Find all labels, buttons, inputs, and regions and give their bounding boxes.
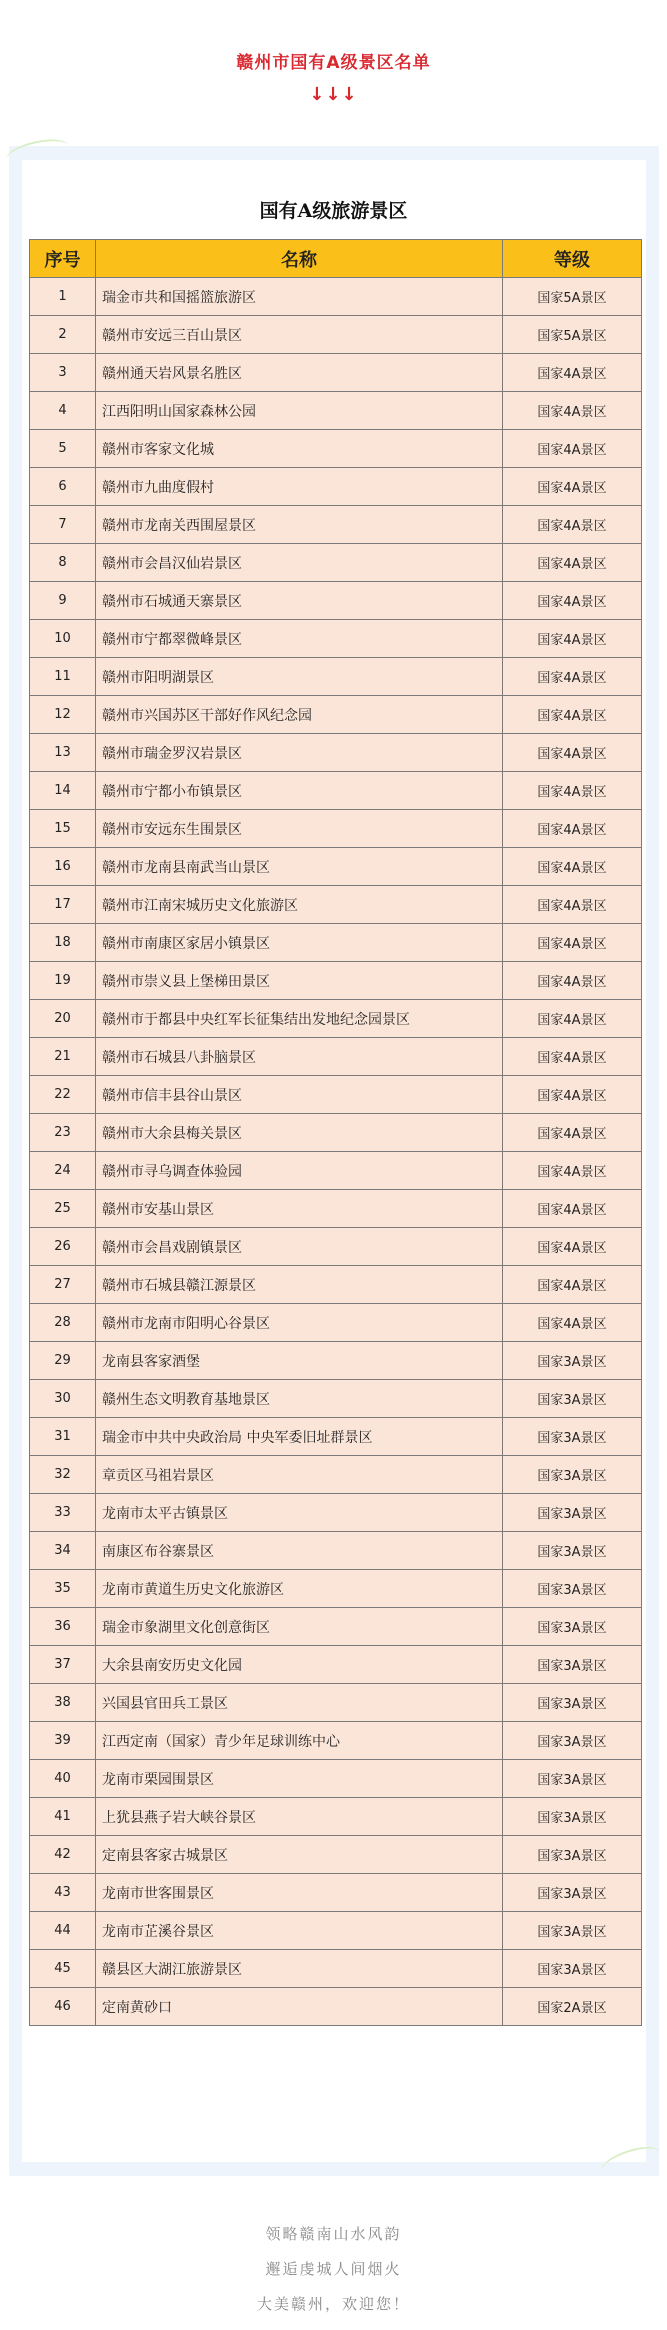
row-number: 17 [30, 886, 96, 924]
scenic-area-level: 国家3A景区 [503, 1950, 642, 1988]
row-number: 19 [30, 962, 96, 1000]
table-row [30, 1760, 642, 1798]
row-number: 2 [30, 316, 96, 354]
scenic-area-name: 赣州市信丰县谷山景区 [96, 1076, 503, 1114]
row-number: 29 [30, 1342, 96, 1380]
scenic-area-name: 赣州生态文明教育基地景区 [96, 1380, 503, 1418]
row-number: 10 [30, 620, 96, 658]
scenic-area-name: 赣州市石城县赣江源景区 [96, 1266, 503, 1304]
scenic-area-level: 国家4A景区 [503, 734, 642, 772]
scenic-area-table-container [29, 239, 641, 2026]
sheet-title: 国有A级旅游景区 [259, 200, 408, 222]
scenic-area-name: 兴国县官田兵工景区 [96, 1684, 503, 1722]
scenic-area-name: 赣州市大余县梅关景区 [96, 1114, 503, 1152]
scenic-area-level: 国家3A景区 [503, 1456, 642, 1494]
scenic-area-level: 国家4A景区 [503, 1038, 642, 1076]
table-row [30, 1266, 642, 1304]
scenic-area-level: 国家4A景区 [503, 468, 642, 506]
row-number: 28 [30, 1304, 96, 1342]
scenic-area-name: 赣州市阳明湖景区 [96, 658, 503, 696]
row-number: 38 [30, 1684, 96, 1722]
scenic-area-level: 国家4A景区 [503, 1266, 642, 1304]
scenic-area-level: 国家3A景区 [503, 1722, 642, 1760]
table-row [30, 430, 642, 468]
table-row [30, 1950, 642, 1988]
table-row [30, 962, 642, 1000]
table-row [30, 734, 642, 772]
scenic-area-name: 赣州市安远三百山景区 [96, 316, 503, 354]
scenic-area-level: 国家3A景区 [503, 1836, 642, 1874]
scenic-area-name: 赣州市宁都翠微峰景区 [96, 620, 503, 658]
scenic-area-table [29, 239, 642, 2026]
scenic-area-name: 赣州市龙南关西围屋景区 [96, 506, 503, 544]
row-number: 24 [30, 1152, 96, 1190]
scenic-area-level: 国家4A景区 [503, 582, 642, 620]
row-number: 18 [30, 924, 96, 962]
table-row [30, 1380, 642, 1418]
row-number: 36 [30, 1608, 96, 1646]
row-number: 46 [30, 1988, 96, 2026]
scenic-area-level: 国家2A景区 [503, 1988, 642, 2026]
scenic-area-level: 国家4A景区 [503, 962, 642, 1000]
table-row [30, 1532, 642, 1570]
table-header-row [30, 240, 642, 278]
scenic-area-level: 国家4A景区 [503, 1228, 642, 1266]
row-number: 7 [30, 506, 96, 544]
scenic-area-level: 国家4A景区 [503, 848, 642, 886]
table-row [30, 354, 642, 392]
scenic-area-level: 国家4A景区 [503, 1152, 642, 1190]
table-row [30, 810, 642, 848]
table-row [30, 1190, 642, 1228]
scenic-area-level: 国家3A景区 [503, 1912, 642, 1950]
table-row [30, 1570, 642, 1608]
scenic-area-name: 赣州市兴国苏区干部好作风纪念园 [96, 696, 503, 734]
scenic-area-level: 国家4A景区 [503, 1304, 642, 1342]
scenic-area-name: 瑞金市象湖里文化创意街区 [96, 1608, 503, 1646]
row-number: 16 [30, 848, 96, 886]
table-row [30, 1342, 642, 1380]
row-number: 25 [30, 1190, 96, 1228]
scenic-area-level: 国家4A景区 [503, 1190, 642, 1228]
row-number: 3 [30, 354, 96, 392]
table-row [30, 582, 642, 620]
scenic-area-name: 瑞金市中共中央政治局 中央军委旧址群景区 [96, 1418, 503, 1456]
scenic-area-name: 赣州市瑞金罗汉岩景区 [96, 734, 503, 772]
scenic-area-name: 龙南县客家酒堡 [96, 1342, 503, 1380]
table-row [30, 696, 642, 734]
row-number: 6 [30, 468, 96, 506]
table-row [30, 1114, 642, 1152]
scenic-area-level: 国家3A景区 [503, 1646, 642, 1684]
scenic-area-level: 国家3A景区 [503, 1874, 642, 1912]
table-row [30, 1988, 642, 2026]
table-row [30, 544, 642, 582]
row-number: 13 [30, 734, 96, 772]
row-number: 31 [30, 1418, 96, 1456]
table-row [30, 1000, 642, 1038]
row-number: 26 [30, 1228, 96, 1266]
scenic-area-level: 国家3A景区 [503, 1608, 642, 1646]
table-row [30, 886, 642, 924]
scenic-area-name: 赣州市于都县中央红军长征集结出发地纪念园景区 [96, 1000, 503, 1038]
row-number: 27 [30, 1266, 96, 1304]
scenic-area-name: 赣州市龙南市阳明心谷景区 [96, 1304, 503, 1342]
row-number: 23 [30, 1114, 96, 1152]
table-row [30, 772, 642, 810]
article-title: 赣州市国有A级景区名单 [236, 53, 431, 73]
row-number: 39 [30, 1722, 96, 1760]
footer-slogan-line: 邂逅虔城人间烟火 [265, 2260, 402, 2278]
row-number: 21 [30, 1038, 96, 1076]
row-number: 34 [30, 1532, 96, 1570]
row-number: 40 [30, 1760, 96, 1798]
scenic-area-name: 赣州市石城县八卦脑景区 [96, 1038, 503, 1076]
scenic-area-level: 国家3A景区 [503, 1532, 642, 1570]
scenic-area-name: 龙南市芷溪谷景区 [96, 1912, 503, 1950]
scenic-area-name: 赣县区大湖江旅游景区 [96, 1950, 503, 1988]
scenic-area-level: 国家3A景区 [503, 1760, 642, 1798]
row-number: 42 [30, 1836, 96, 1874]
table-row [30, 1798, 642, 1836]
row-number: 5 [30, 430, 96, 468]
scenic-area-name: 江西定南（国家）青少年足球训练中心 [96, 1722, 503, 1760]
table-row [30, 1456, 642, 1494]
table-row [30, 1418, 642, 1456]
scenic-area-level: 国家4A景区 [503, 1076, 642, 1114]
table-row [30, 392, 642, 430]
table-row [30, 468, 642, 506]
scenic-area-name: 定南县客家古城景区 [96, 1836, 503, 1874]
table-row [30, 1076, 642, 1114]
row-number: 35 [30, 1570, 96, 1608]
scenic-area-name: 赣州市会昌汉仙岩景区 [96, 544, 503, 582]
scenic-area-name: 定南黄砂口 [96, 1988, 503, 2026]
scenic-area-name: 龙南市太平古镇景区 [96, 1494, 503, 1532]
row-number: 44 [30, 1912, 96, 1950]
scenic-area-level: 国家4A景区 [503, 354, 642, 392]
scenic-area-level: 国家3A景区 [503, 1570, 642, 1608]
table-row [30, 924, 642, 962]
scenic-area-level: 国家4A景区 [503, 620, 642, 658]
scenic-area-level: 国家3A景区 [503, 1798, 642, 1836]
scenic-area-name: 赣州市客家文化城 [96, 430, 503, 468]
table-row [30, 1152, 642, 1190]
scenic-area-name: 上犹县燕子岩大峡谷景区 [96, 1798, 503, 1836]
row-number: 11 [30, 658, 96, 696]
down-arrows-icon: ↓↓↓ [309, 84, 358, 105]
table-row [30, 620, 642, 658]
table-row [30, 1912, 642, 1950]
scenic-area-name: 赣州市南康区家居小镇景区 [96, 924, 503, 962]
row-number: 9 [30, 582, 96, 620]
table-row [30, 658, 642, 696]
scenic-area-name: 龙南市世客围景区 [96, 1874, 503, 1912]
row-number: 22 [30, 1076, 96, 1114]
row-number: 45 [30, 1950, 96, 1988]
row-number: 33 [30, 1494, 96, 1532]
table-row [30, 1684, 642, 1722]
scenic-area-name: 赣州市九曲度假村 [96, 468, 503, 506]
table-row [30, 278, 642, 316]
table-row [30, 1038, 642, 1076]
table-row [30, 1836, 642, 1874]
column-header-name: 名称 [96, 240, 503, 278]
row-number: 14 [30, 772, 96, 810]
row-number: 43 [30, 1874, 96, 1912]
table-row [30, 1646, 642, 1684]
scenic-area-name: 赣州市江南宋城历史文化旅游区 [96, 886, 503, 924]
row-number: 32 [30, 1456, 96, 1494]
scenic-area-level: 国家4A景区 [503, 696, 642, 734]
row-number: 30 [30, 1380, 96, 1418]
row-number: 20 [30, 1000, 96, 1038]
table-row [30, 506, 642, 544]
scenic-area-level: 国家4A景区 [503, 544, 642, 582]
footer-slogan-line: 大美赣州，欢迎您！ [256, 2295, 410, 2313]
scenic-area-level: 国家3A景区 [503, 1380, 642, 1418]
scenic-area-level: 国家4A景区 [503, 506, 642, 544]
row-number: 1 [30, 278, 96, 316]
table-row [30, 1494, 642, 1532]
scenic-area-level: 国家4A景区 [503, 886, 642, 924]
table-row [30, 316, 642, 354]
scenic-area-name: 南康区布谷寨景区 [96, 1532, 503, 1570]
scenic-area-name: 赣州市宁都小布镇景区 [96, 772, 503, 810]
scenic-area-level: 国家5A景区 [503, 278, 642, 316]
scenic-area-level: 国家4A景区 [503, 772, 642, 810]
row-number: 4 [30, 392, 96, 430]
row-number: 41 [30, 1798, 96, 1836]
scenic-area-name: 龙南市黄道生历史文化旅游区 [96, 1570, 503, 1608]
scenic-area-name: 章贡区马祖岩景区 [96, 1456, 503, 1494]
scenic-area-name: 赣州市会昌戏剧镇景区 [96, 1228, 503, 1266]
scenic-area-level: 国家4A景区 [503, 430, 642, 468]
scenic-area-name: 大余县南安历史文化园 [96, 1646, 503, 1684]
row-number: 15 [30, 810, 96, 848]
scenic-area-name: 赣州市安远东生围景区 [96, 810, 503, 848]
scenic-area-level: 国家3A景区 [503, 1342, 642, 1380]
table-row [30, 848, 642, 886]
table-row [30, 1228, 642, 1266]
scenic-area-level: 国家3A景区 [503, 1684, 642, 1722]
scenic-area-name: 龙南市栗园围景区 [96, 1760, 503, 1798]
scenic-area-level: 国家5A景区 [503, 316, 642, 354]
row-number: 37 [30, 1646, 96, 1684]
scenic-area-level: 国家4A景区 [503, 658, 642, 696]
scenic-area-name: 赣州通天岩风景名胜区 [96, 354, 503, 392]
row-number: 8 [30, 544, 96, 582]
table-row [30, 1722, 642, 1760]
scenic-area-level: 国家4A景区 [503, 392, 642, 430]
scenic-area-level: 国家4A景区 [503, 1114, 642, 1152]
scenic-area-name: 瑞金市共和国摇篮旅游区 [96, 278, 503, 316]
scenic-area-level: 国家3A景区 [503, 1418, 642, 1456]
scenic-area-level: 国家4A景区 [503, 924, 642, 962]
column-header-number: 序号 [30, 240, 96, 278]
scenic-area-name: 赣州市崇义县上堡梯田景区 [96, 962, 503, 1000]
scenic-area-level: 国家3A景区 [503, 1494, 642, 1532]
scenic-area-name: 赣州市龙南县南武当山景区 [96, 848, 503, 886]
table-row [30, 1608, 642, 1646]
table-row [30, 1304, 642, 1342]
column-header-level: 等级 [503, 240, 642, 278]
scenic-area-name: 赣州市安基山景区 [96, 1190, 503, 1228]
scenic-area-name: 赣州市石城通天寨景区 [96, 582, 503, 620]
row-number: 12 [30, 696, 96, 734]
scenic-area-name: 江西阳明山国家森林公园 [96, 392, 503, 430]
scenic-area-name: 赣州市寻乌调查体验园 [96, 1152, 503, 1190]
table-row [30, 1874, 642, 1912]
scenic-area-level: 国家4A景区 [503, 1000, 642, 1038]
table-body [30, 278, 642, 2026]
footer-slogan-line: 领略赣南山水风韵 [265, 2225, 402, 2243]
scenic-area-level: 国家4A景区 [503, 810, 642, 848]
